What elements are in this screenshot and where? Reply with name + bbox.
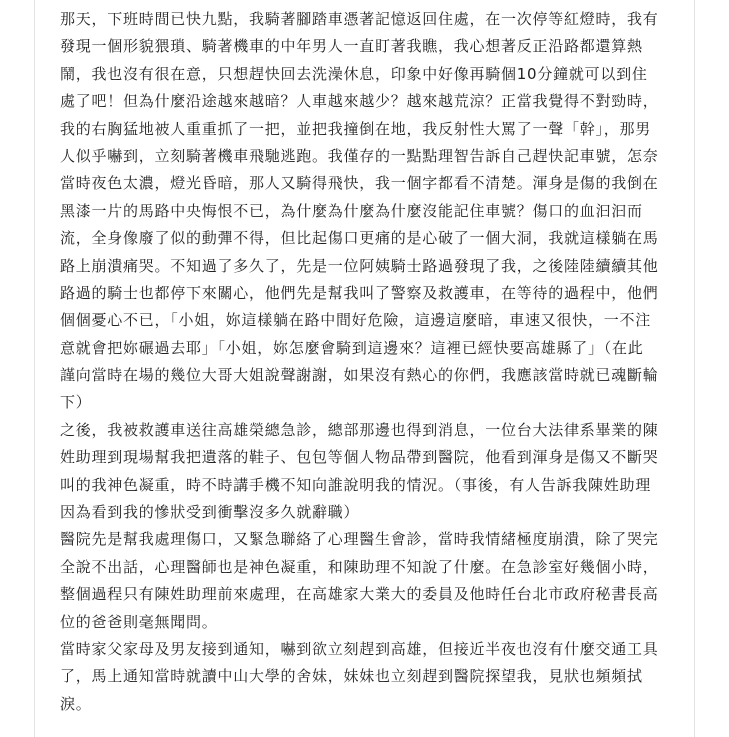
text-line: 路上崩潰痛哭。不知過了多久了，先是一位阿姨騎士路過發現了我，之後陸陸續續其他 [60, 256, 659, 275]
text-line: 了，馬上通知當時就讀中山大學的舍妹，妹妹也立刻趕到醫院探望我，見狀也頻頻拭 [60, 667, 643, 686]
text-line: 因為看到我的慘狀受到衝擊沒多久就辭職） [60, 503, 360, 522]
text-line: 發現一個形貌猥瑣、騎著機車的中年男人一直盯著我瞧，我心想著反正沿路都還算熱 [60, 37, 643, 56]
text-line: 淚。 [60, 694, 92, 713]
text-line: 之後，我被救護車送往高雄榮總急診，總部那邊也得到消息，一位台大法律系畢業的陳 [60, 420, 659, 439]
text-line: 下） [60, 393, 92, 412]
text-line: 醫院先是幫我處理傷口，又緊急聯絡了心理醫生會診，當時我情緒極度崩潰，除了哭完 [60, 530, 659, 549]
text-line: 鬧，我也沒有很在意，只想趕快回去洗澡休息，印象中好像再騎個10分鐘就可以到住 [60, 64, 648, 83]
text-line: 那天，下班時間已快九點，我騎著腳踏車憑著記憶返回住處，在一次停等紅燈時，我有 [60, 10, 659, 28]
text-line: 全說不出話，心理醫師也是神色凝重，和陳助理不知說了什麼。在急診室好幾個小時， [60, 557, 659, 576]
left-edge-line [34, 0, 35, 737]
text-line: 位的爸爸則毫無聞問。 [60, 612, 218, 631]
right-edge-line [694, 0, 695, 737]
text-line: 整個過程只有陳姓助理前來處理，在高雄家大業大的委員及他時任台北市政府秘書長高 [60, 585, 659, 604]
article-body [60, 6, 672, 718]
text-line: 意就會把妳碾過去耶」「小姐，妳怎麼會騎到這邊來？這裡已經快要高雄縣了」（在此 [60, 338, 644, 357]
text-line: 路過的騎士也都停下來關心，他們先是幫我叫了警察及救護車，在等待的過程中，他們 [60, 283, 659, 302]
text-line: 黑漆一片的馬路中央悔恨不已，為什麼為什麼為什麼沒能記住車號？傷口的血汩汩而 [60, 201, 643, 220]
text-line: 我的右胸猛地被人重重抓了一把，並把我撞倒在地，我反射性大罵了一聲「幹」，那男 [60, 119, 652, 138]
text-line: 當時家父家母及男友接到通知，嚇到欲立刻趕到高雄，但接近半夜也沒有什麼交通工具 [60, 639, 659, 658]
text-line: 處了吧！但為什麼沿途越來越暗？人車越來越少？越來越荒涼？正當我覺得不對勁時， [60, 92, 659, 111]
text-line: 個個憂心不已，「小姐，妳這樣躺在路中間好危險，這邊這麼暗，車速又很快，一不注 [60, 311, 652, 330]
text-line: 當時夜色太濃，燈光昏暗，那人又騎得飛快，我一個字都看不清楚。渾身是傷的我倒在 [60, 174, 659, 193]
text-line: 姓助理到現場幫我把遺落的鞋子、包包等個人物品帶到醫院，他看到渾身是傷又不斷哭 [60, 448, 659, 467]
text-line: 謹向當時在場的幾位大哥大姐說聲謝謝，如果沒有熱心的你們，我應該當時就已魂斷輪 [60, 366, 659, 385]
text-line: 叫的我神色凝重，時不時講手機不知向誰說明我的情況。（事後，有人告訴我陳姓助理 [60, 475, 652, 494]
text-line: 流，全身像廢了似的動彈不得，但比起傷口更痛的是心破了一個大洞，我就這樣躺在馬 [60, 229, 659, 248]
text-line: 人似乎嚇到，立刻騎著機車飛馳逃跑。我僅存的一點點理智告訴自己趕快記車號，怎奈 [60, 146, 659, 165]
